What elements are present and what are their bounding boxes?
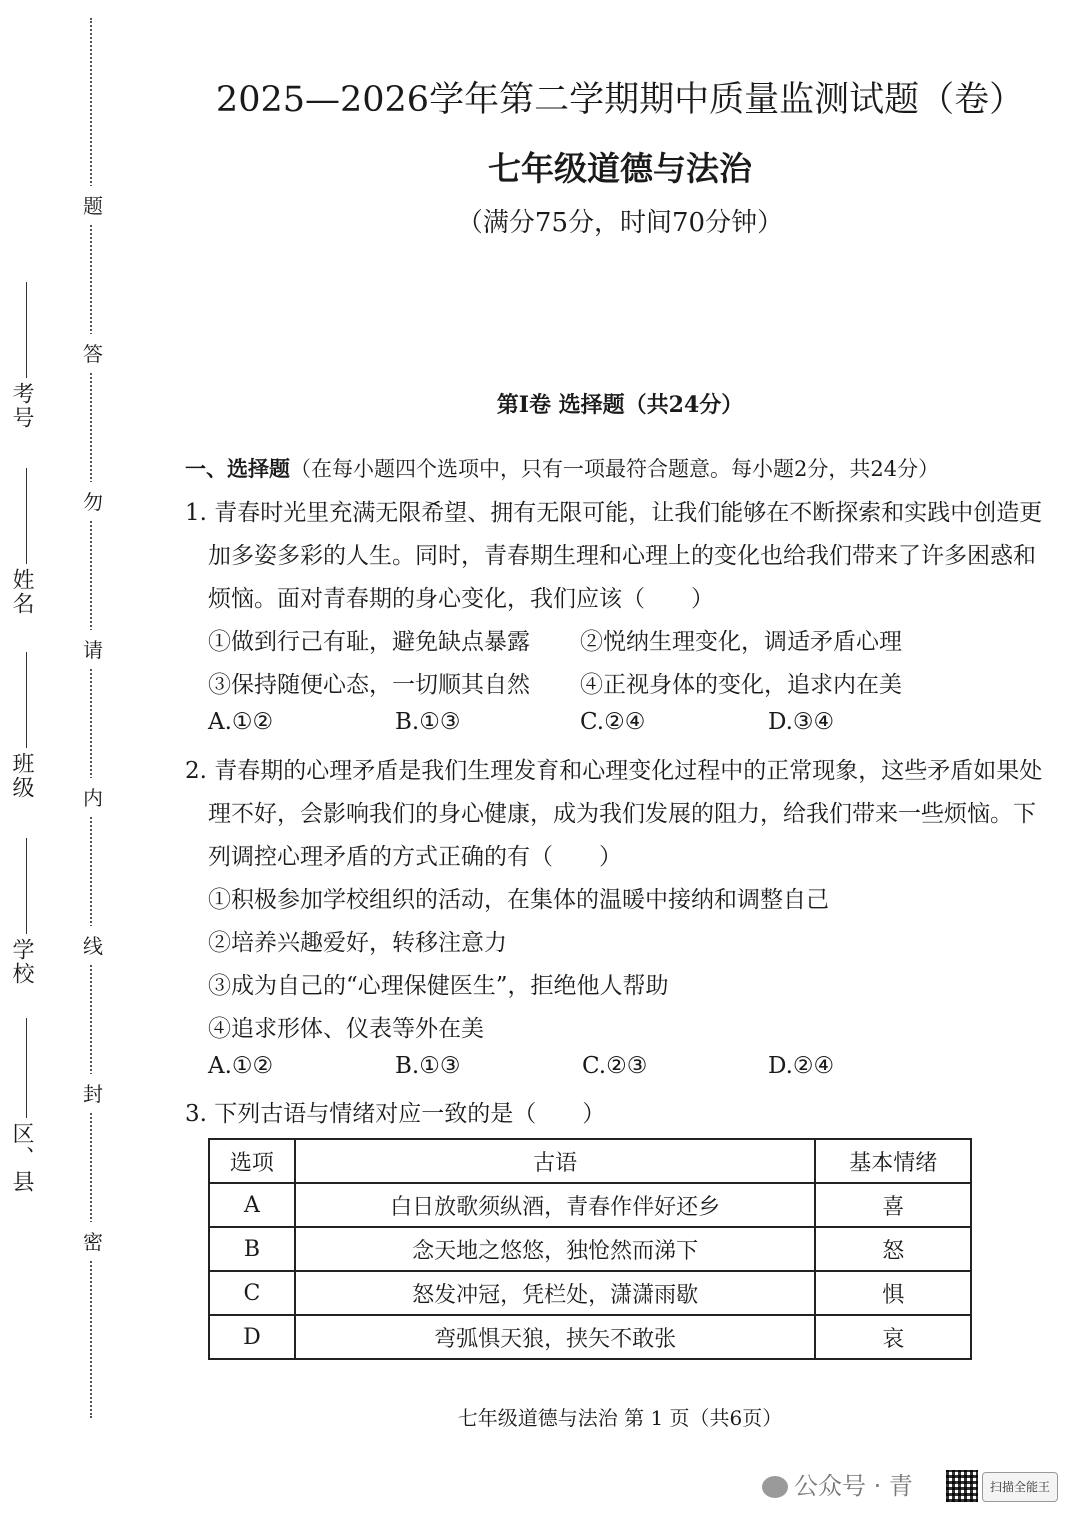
wechat-watermark	[762, 1466, 913, 1501]
school-label: 学校	[9, 938, 34, 986]
table-header-cell: 选项	[209, 1139, 295, 1183]
seal-char: 密	[82, 1222, 104, 1259]
instruction-head: 一、选择题	[185, 456, 290, 481]
class-label: 班级	[9, 752, 34, 800]
table-cell: 喜	[815, 1183, 971, 1227]
seal-char: 勿	[82, 482, 104, 519]
table-cell: 念天地之悠悠，独怆然而涕下	[295, 1227, 816, 1271]
q1-option-b: B.①③	[395, 709, 461, 735]
q1-option-a: A.①②	[208, 709, 274, 735]
q1-option-d: D.③④	[768, 709, 835, 735]
table-cell: 惧	[815, 1271, 971, 1315]
table-cell: D	[209, 1315, 295, 1359]
q1-statement: ②悦纳生理变化，调适矛盾心理	[580, 629, 902, 655]
table-row	[209, 1315, 971, 1359]
q2-stem-line: 理不好，会影响我们的身心健康，成为我们发展的阻力，给我们带来一些烦恼。下	[208, 801, 1036, 827]
q2-option-a: A.①②	[208, 1053, 274, 1079]
table-cell: 哀	[815, 1315, 971, 1359]
exam-title: 2025—2026学年第二学期期中质量监测试题（卷）	[215, 80, 1025, 120]
seal-char: 线	[82, 926, 104, 963]
exam-subject: 七年级道德与法治	[488, 149, 752, 188]
q1-statement: ①做到行己有耻，避免缺点暴露	[208, 629, 530, 655]
school-line	[26, 838, 28, 934]
table-cell: A	[209, 1183, 295, 1227]
wechat-logo-icon	[762, 1476, 788, 1498]
q2-option-c: C.②③	[582, 1053, 648, 1079]
class-line	[26, 652, 28, 748]
qr-code-icon	[946, 1470, 978, 1502]
seal-char: 答	[82, 334, 104, 371]
district-label: 区、县	[9, 1122, 34, 1194]
seal-char: 封	[82, 1074, 104, 1111]
q2-statement: ②培养兴趣爱好，转移注意力	[208, 930, 507, 956]
table-row	[209, 1227, 971, 1271]
watermark-text: 公众号 · 青	[794, 1472, 913, 1500]
exam-meta: （满分75分，时间70分钟）	[456, 208, 784, 238]
table-header-cell: 古语	[295, 1139, 816, 1183]
q1-stem-line: 1. 青春时光里充满无限希望、拥有无限可能，让我们能够在不断探索和实践中创造更	[185, 500, 1043, 526]
table-cell: C	[209, 1271, 295, 1315]
table-row	[209, 1183, 971, 1227]
section-instruction	[185, 453, 939, 483]
q2-statement: ①积极参加学校组织的活动，在集体的温暖中接纳和调整自己	[208, 887, 829, 913]
q2-stem-line: 2. 青春期的心理矛盾是我们生理发育和心理变化过程中的正常现象，这些矛盾如果处	[185, 758, 1043, 784]
table-cell: 怒	[815, 1227, 971, 1271]
q2-statement: ④追求形体、仪表等外在美	[208, 1016, 484, 1042]
q1-option-c: C.②④	[580, 709, 646, 735]
q2-option-b: B.①③	[395, 1053, 461, 1079]
exam-number-label: 考号	[9, 382, 34, 430]
q1-stem-line: 加多姿多彩的人生。同时，青春期生理和心理上的变化也给我们带来了许多困惑和	[208, 543, 1036, 569]
district-line	[26, 1018, 28, 1118]
table-header-cell: 基本情绪	[815, 1139, 971, 1183]
seal-char: 内	[82, 778, 104, 815]
table-header-row	[209, 1139, 971, 1183]
seal-char: 请	[82, 630, 104, 667]
page-footer: 七年级道德与法治 第 1 页（共6页）	[457, 1406, 783, 1430]
table-cell: 弯弧惧天狼，挟矢不敢张	[295, 1315, 816, 1359]
q1-statement: ③保持随便心态，一切顺其自然	[208, 672, 530, 698]
table-cell: 怒发冲冠，凭栏处，潇潇雨歇	[295, 1271, 816, 1315]
table-row	[209, 1271, 971, 1315]
exam-number-line	[26, 282, 28, 378]
instruction-body: （在每小题四个选项中，只有一项最符合题意。每小题2分，共24分）	[290, 457, 940, 481]
table-cell: 白日放歌须纵酒，青春作伴好还乡	[295, 1183, 816, 1227]
name-line	[26, 468, 28, 564]
q1-statement: ④正视身体的变化，追求内在美	[580, 672, 902, 698]
q3-stem: 3. 下列古语与情绪对应一致的是（ ）	[185, 1101, 606, 1127]
table-cell: B	[209, 1227, 295, 1271]
name-label: 姓名	[9, 568, 34, 616]
section-title: 第Ⅰ卷 选择题（共24分）	[496, 392, 744, 418]
q3-table	[208, 1138, 972, 1360]
q2-statement: ③成为自己的“心理保健医生”，拒绝他人帮助	[208, 973, 669, 999]
q2-stem-line: 列调控心理矛盾的方式正确的有（ ）	[208, 844, 622, 870]
seal-char: 题	[82, 186, 104, 223]
q1-stem-line: 烦恼。面对青春期的身心变化，我们应该（ ）	[208, 586, 714, 612]
q2-option-d: D.②④	[768, 1053, 835, 1079]
scanner-badge: 扫描全能王	[982, 1472, 1058, 1502]
